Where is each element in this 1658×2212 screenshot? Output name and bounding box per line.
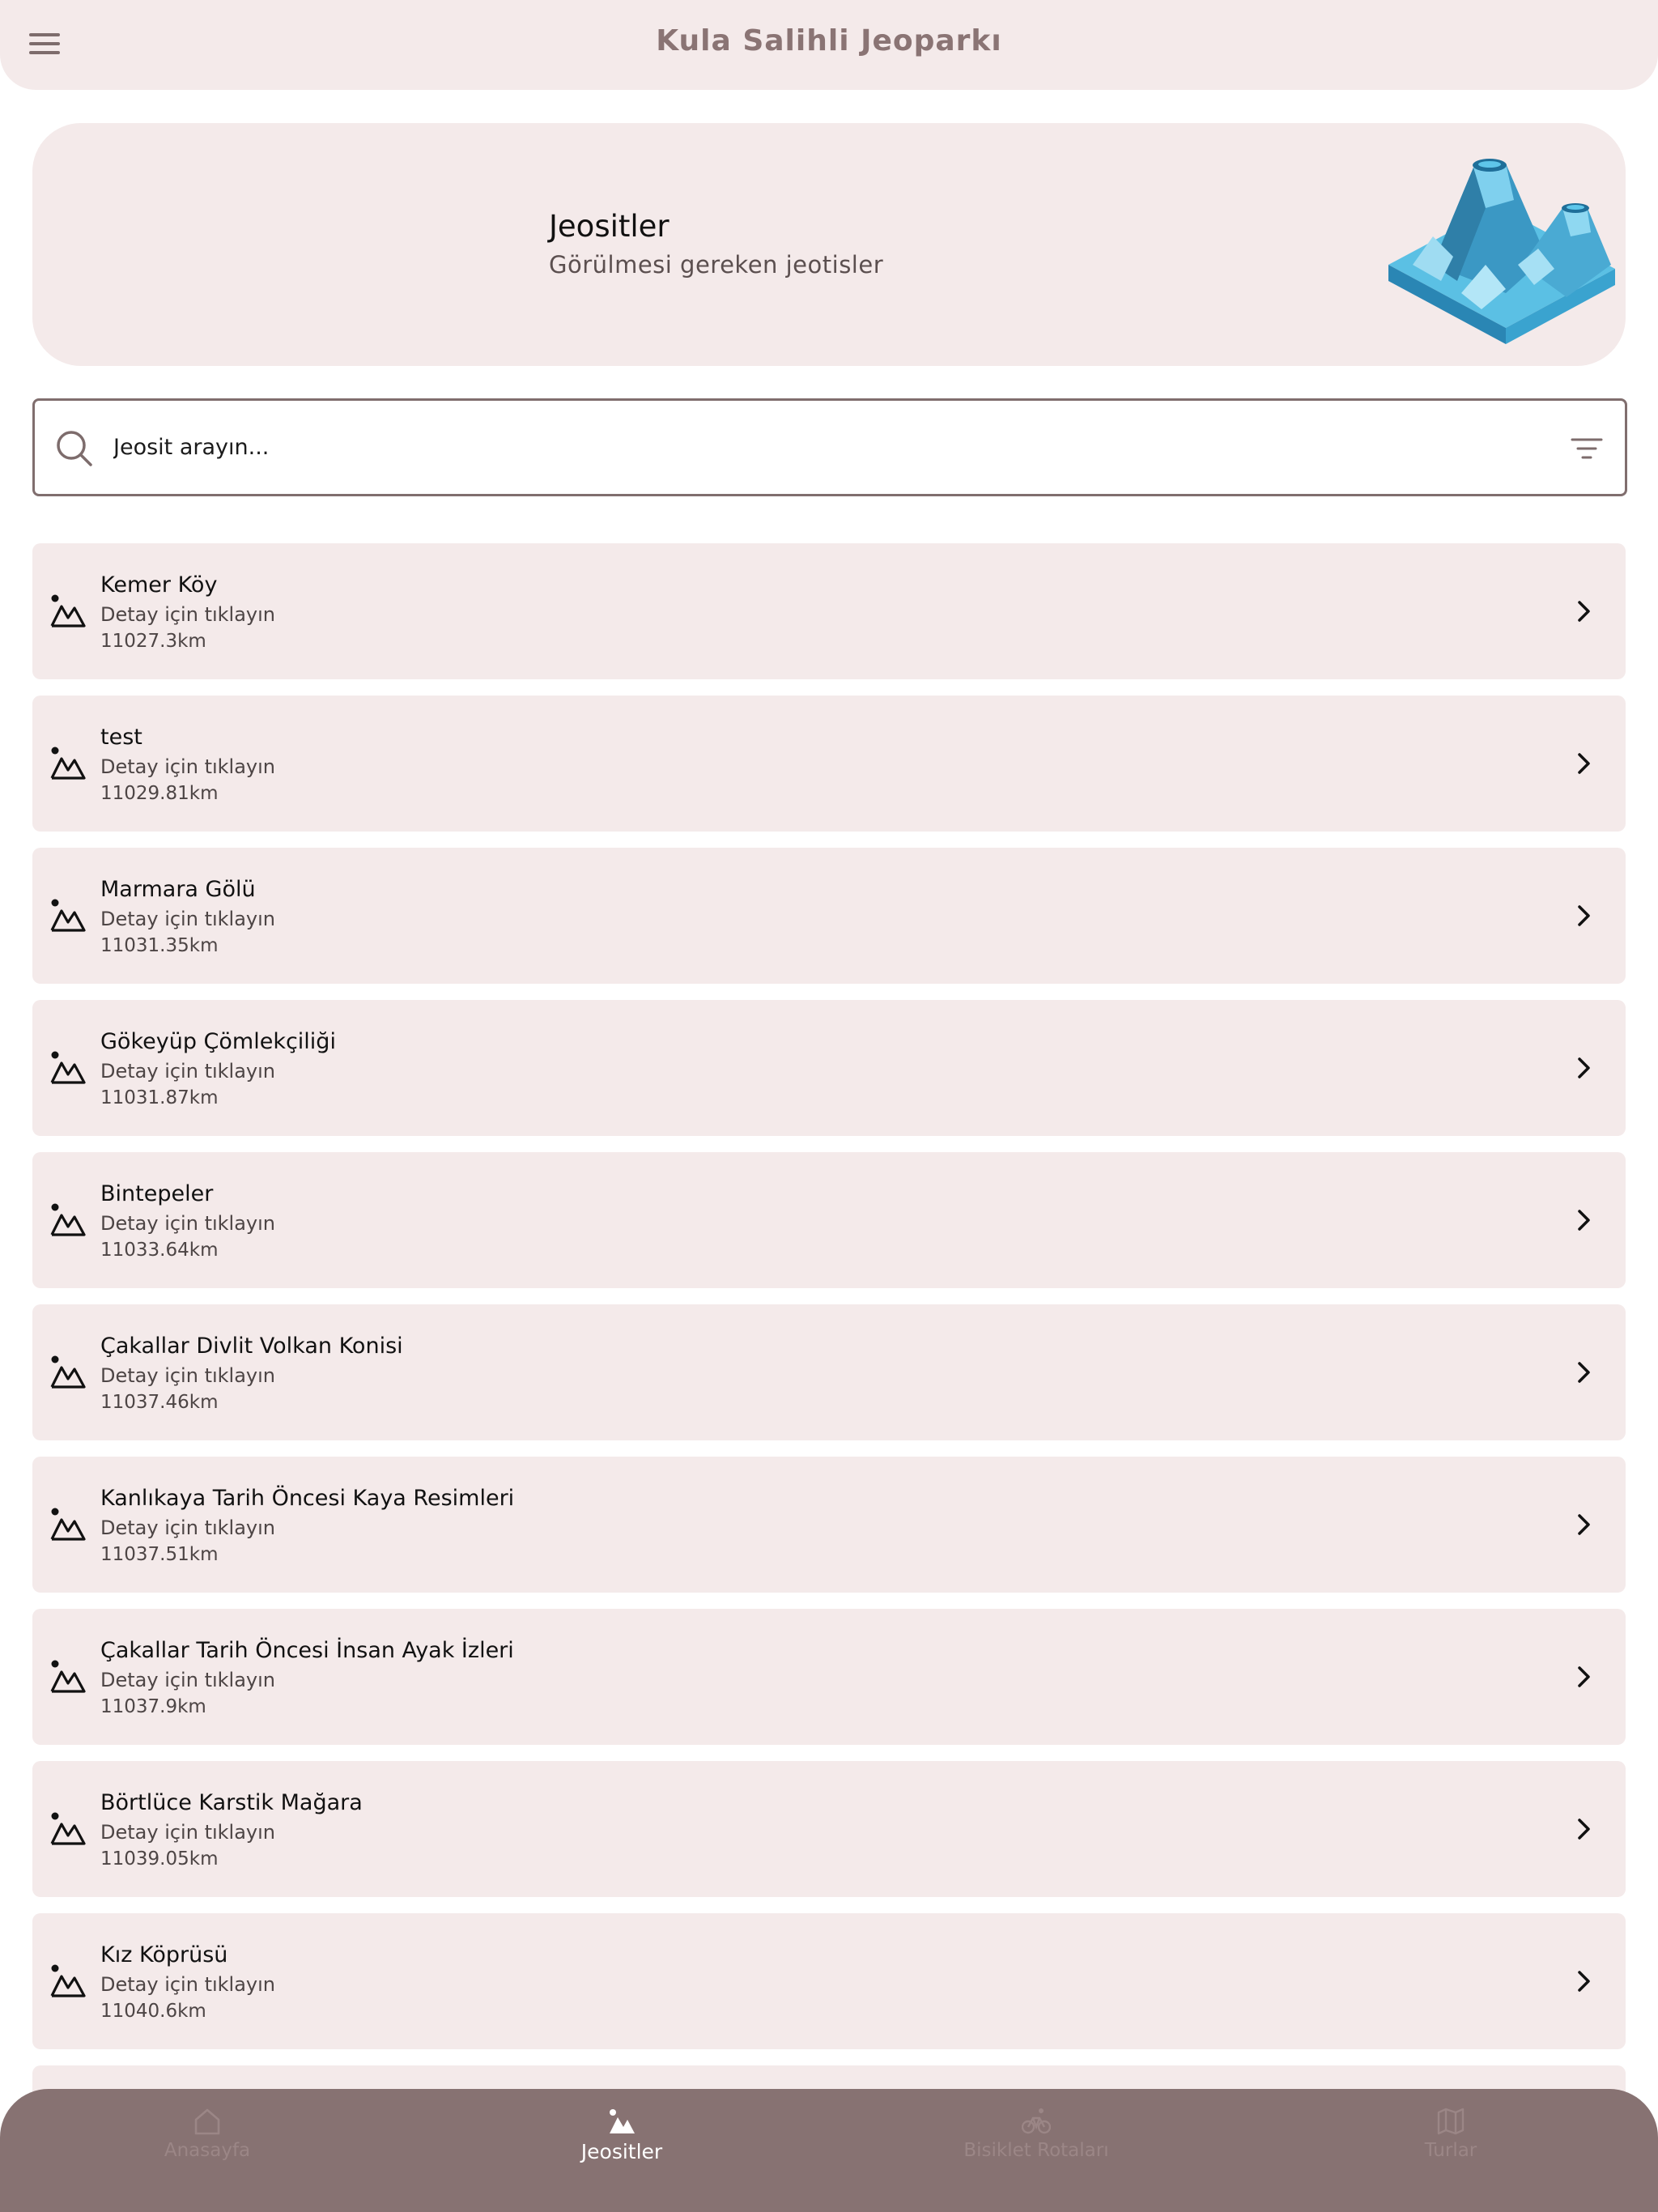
list-item-subtitle: Detay için tıklayın	[100, 1973, 275, 1996]
chevron-right-icon	[1575, 751, 1592, 776]
list-item-subtitle: Detay için tıklayın	[100, 908, 275, 930]
list-item-distance: 11031.35km	[100, 935, 219, 956]
list-item-name: Kız Köprüsü	[100, 1942, 228, 1967]
top-app-bar	[0, 0, 1658, 90]
hero-title: Jeositler	[549, 209, 670, 244]
tab-label: Bisiklet Rotaları	[963, 2140, 1109, 2161]
list-item-distance: 11029.81km	[100, 783, 219, 804]
list-item-distance: 11037.9km	[100, 1696, 206, 1717]
mountain-icon	[50, 1963, 86, 1997]
chevron-right-icon	[1575, 598, 1592, 624]
tab-turlar[interactable]	[1329, 2089, 1572, 2212]
list-item-name: Kanlıkaya Tarih Öncesi Kaya Resimleri	[100, 1486, 515, 1511]
list-item-name: Kemer Köy	[100, 572, 218, 598]
list-item-distance: 11031.87km	[100, 1087, 219, 1108]
list-item-distance: 11027.3km	[100, 631, 206, 652]
chevron-right-icon	[1575, 1207, 1592, 1233]
list-item-distance: 11037.46km	[100, 1392, 219, 1413]
mountain-icon	[50, 1811, 86, 1845]
map-icon	[1436, 2107, 1465, 2136]
hero-subtitle: Görülmesi gereken jeotisler	[549, 251, 884, 279]
list-item-subtitle: Detay için tıklayın	[100, 1060, 275, 1083]
list-item[interactable]	[32, 1609, 1626, 1745]
list-item-name: Çakallar Divlit Volkan Konisi	[100, 1334, 403, 1359]
mountain-icon	[50, 1507, 86, 1541]
hero-card	[32, 123, 1626, 366]
search-input[interactable]	[112, 417, 1556, 477]
list-item-name: Börtlüce Karstik Mağara	[100, 1790, 363, 1815]
list-item[interactable]	[32, 1457, 1626, 1593]
mountain-icon	[50, 1659, 86, 1693]
list-item[interactable]	[32, 1913, 1626, 2049]
filter-icon[interactable]	[1571, 436, 1603, 461]
list-item[interactable]	[32, 1304, 1626, 1440]
tab-bisiklet-rotalari[interactable]	[915, 2089, 1158, 2212]
list-item-name: test	[100, 725, 142, 750]
list-item[interactable]	[32, 1152, 1626, 1288]
chevron-right-icon	[1575, 1512, 1592, 1538]
list-item[interactable]	[32, 1761, 1626, 1897]
mountain-icon	[50, 593, 86, 627]
tab-jeositler[interactable]	[500, 2089, 743, 2212]
list-item-subtitle: Detay için tıklayın	[100, 603, 275, 626]
list-item-name: Marmara Gölü	[100, 877, 256, 902]
list-item-subtitle: Detay için tıklayın	[100, 1516, 275, 1539]
tab-label: Turlar	[1424, 2140, 1477, 2161]
mountain-icon	[50, 746, 86, 780]
list-item-subtitle: Detay için tıklayın	[100, 1821, 275, 1844]
tab-label: Anasayfa	[164, 2140, 251, 2161]
list-item-subtitle: Detay için tıklayın	[100, 1212, 275, 1235]
list-item[interactable]	[32, 1000, 1626, 1136]
list-item-name: Gökeyüp Çömlekçiliği	[100, 1029, 336, 1054]
list-item[interactable]	[32, 543, 1626, 679]
mountain-icon	[50, 1202, 86, 1236]
list-item-subtitle: Detay için tıklayın	[100, 1669, 275, 1691]
mountain-icon	[50, 898, 86, 932]
volcano-illustration	[1384, 143, 1619, 346]
mountain-icon	[607, 2107, 636, 2136]
list-item-name: Bintepeler	[100, 1181, 214, 1206]
bottom-navigation	[0, 2089, 1658, 2212]
bicycle-icon	[1022, 2107, 1051, 2136]
list-item-distance: 11040.6km	[100, 2001, 206, 2022]
list-item-name: Çakallar Tarih Öncesi İnsan Ayak İzleri	[100, 1638, 514, 1663]
home-icon	[193, 2107, 222, 2136]
list-item-distance: 11037.51km	[100, 1544, 219, 1565]
search-bar	[32, 398, 1627, 496]
chevron-right-icon	[1575, 1816, 1592, 1842]
app-title: Kula Salihli Jeoparkı	[656, 24, 1002, 57]
chevron-right-icon	[1575, 1359, 1592, 1385]
list-item[interactable]	[32, 696, 1626, 832]
tab-anasayfa[interactable]	[86, 2089, 329, 2212]
list-item-distance: 11039.05km	[100, 1848, 219, 1870]
chevron-right-icon	[1575, 1664, 1592, 1690]
list-item-distance: 11033.64km	[100, 1240, 219, 1261]
chevron-right-icon	[1575, 1055, 1592, 1081]
chevron-right-icon	[1575, 1968, 1592, 1994]
chevron-right-icon	[1575, 903, 1592, 929]
search-icon[interactable]	[55, 429, 94, 468]
list-item[interactable]	[32, 848, 1626, 984]
list-item-subtitle: Detay için tıklayın	[100, 755, 275, 778]
tab-label: Jeositler	[580, 2140, 663, 2163]
mountain-icon	[50, 1050, 86, 1084]
mountain-icon	[50, 1355, 86, 1389]
list-item-subtitle: Detay için tıklayın	[100, 1364, 275, 1387]
